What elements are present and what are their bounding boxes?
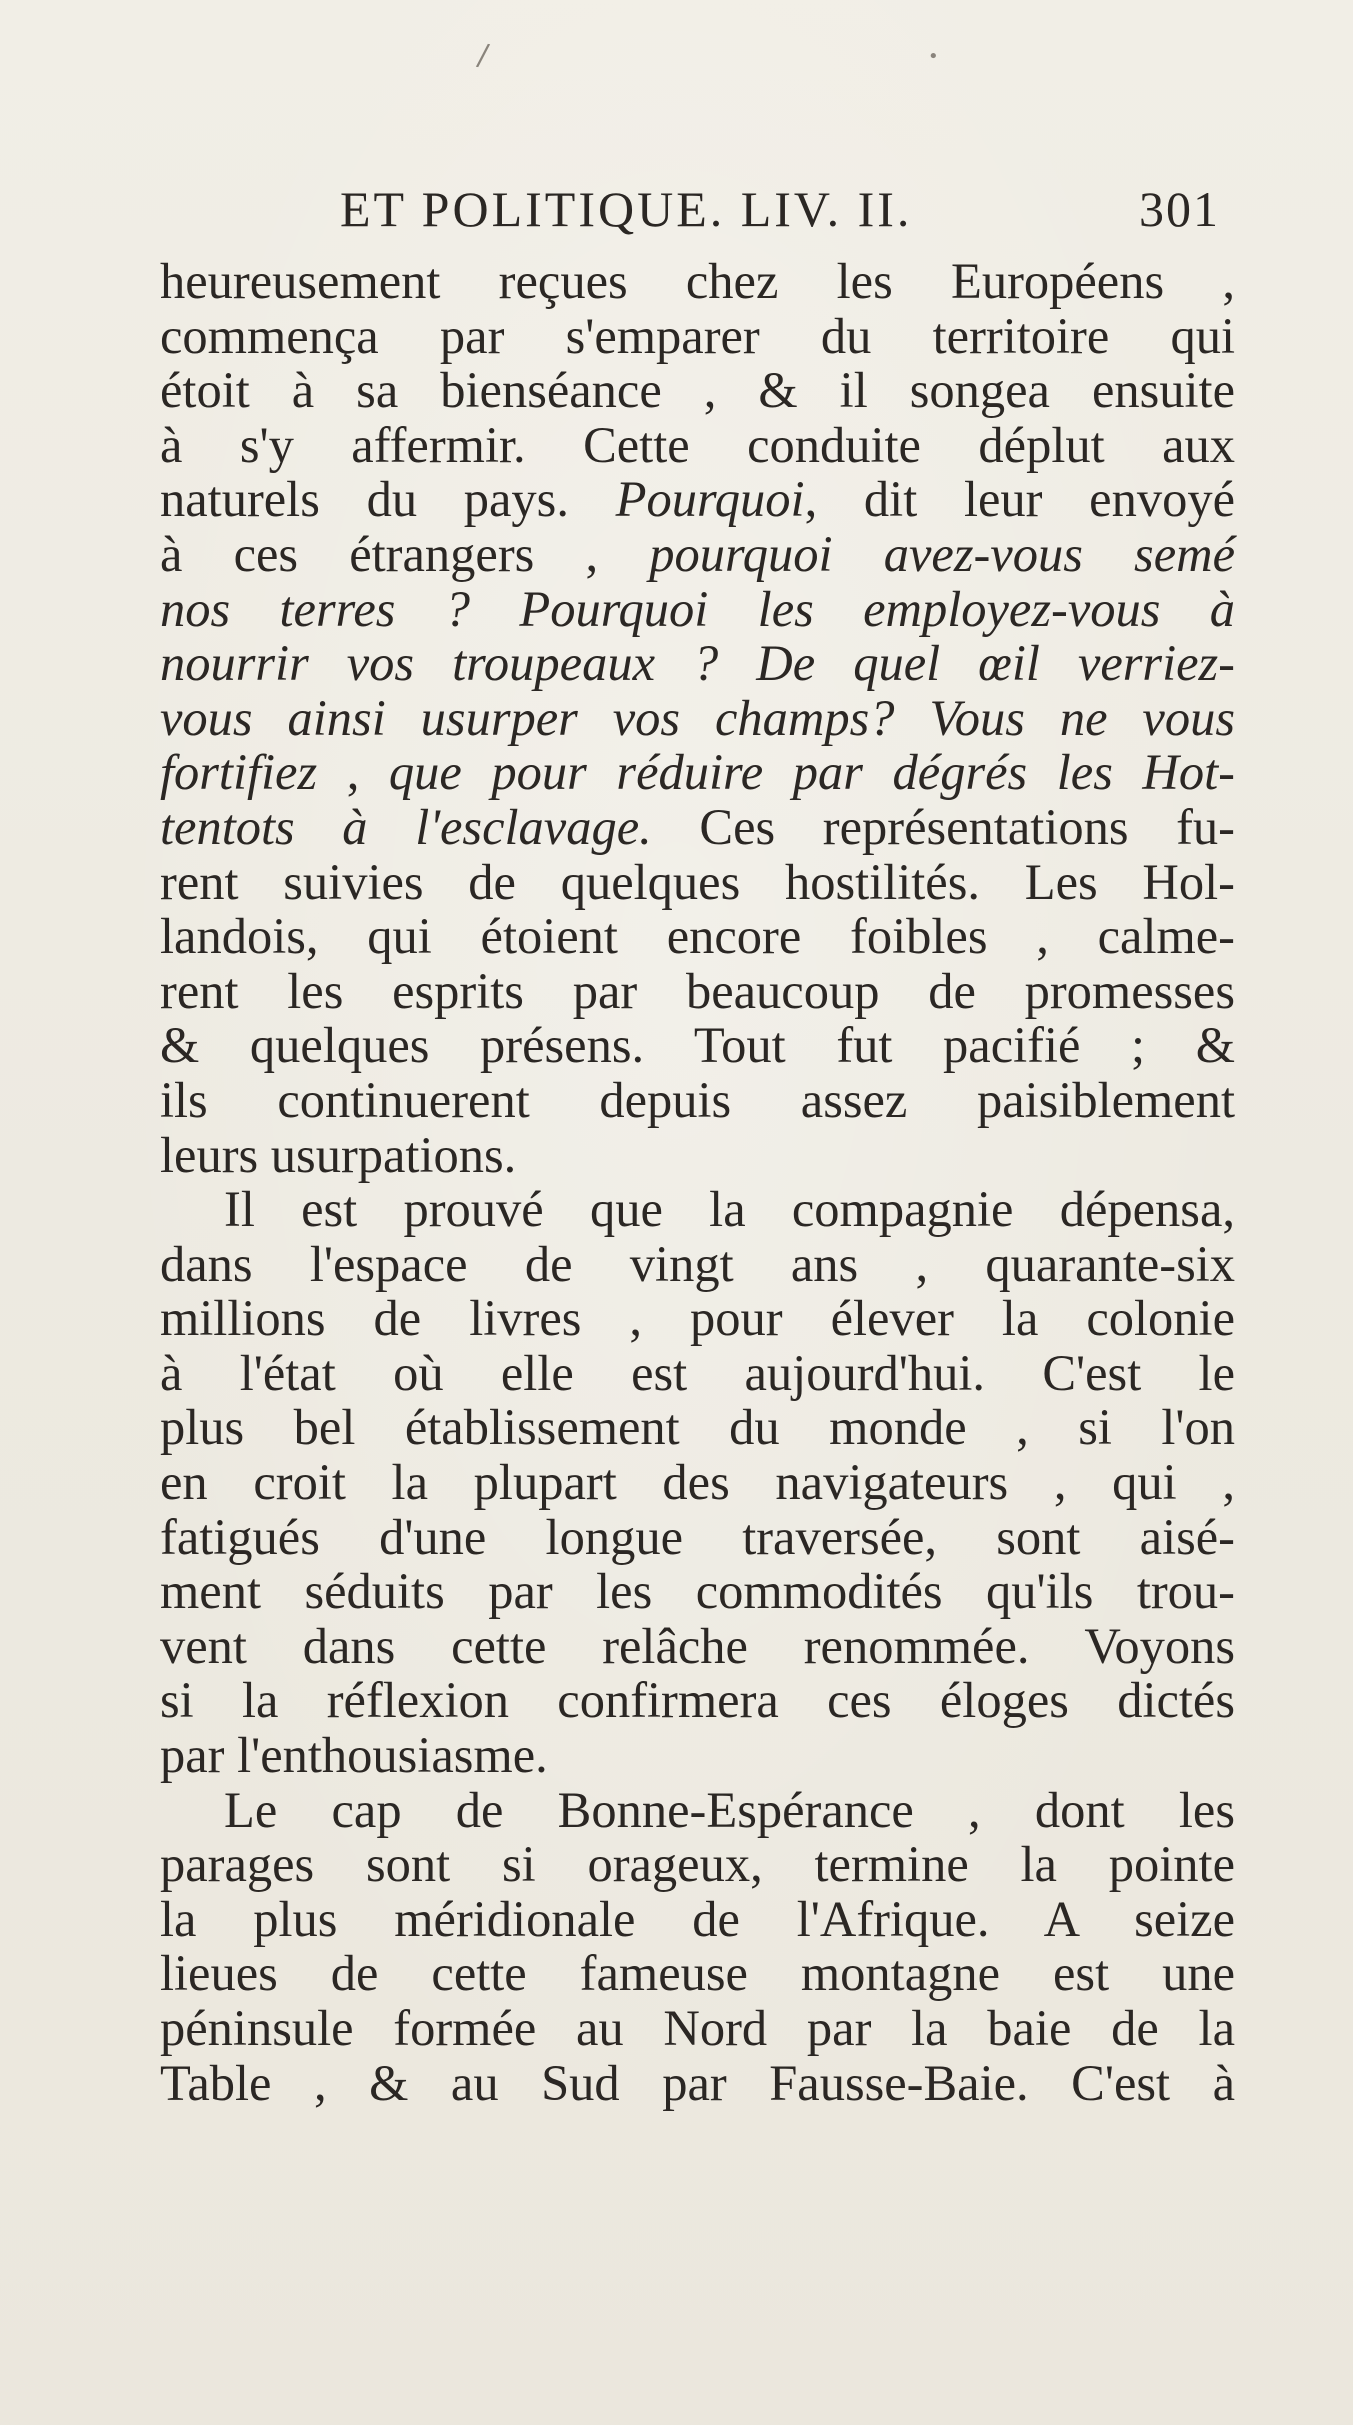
text-line: vous ainsi usurper vos champs? Vous ne vous: [160, 689, 1235, 746]
text-line: péninsule formée au Nord par la baie de la: [160, 2000, 1235, 2056]
text-line: lieues de cette fameuse montagne est une: [160, 1945, 1235, 2002]
page-header: [340, 180, 1220, 250]
page-number: 301: [1139, 181, 1220, 237]
text-line: & quelques présens. Tout fut pacifié ; &: [160, 1017, 1235, 1074]
body-text: [160, 254, 1235, 2110]
text-line: à ces étrangers , pourquoi avez-vous semé: [160, 525, 1235, 582]
text-line: ment séduits par les commodités qu'ils trou-: [160, 1563, 1235, 1620]
text-line: fortifiez , que pour réduire par dégrés les Hot-: [160, 744, 1235, 801]
text-line: rent les esprits par beaucoup de promesses: [160, 962, 1235, 1019]
text-line: dans l'espace de vingt ans , quarante-six: [160, 1235, 1235, 1292]
text-line: à l'état où elle est aujourd'hui. C'est le: [160, 1344, 1235, 1401]
text-line: nos terres ? Pourquoi les employez-vous à: [160, 580, 1235, 637]
text-line: Table , & au Sud par Fausse-Baie. C'est à: [160, 2054, 1235, 2111]
text-line: parages sont si orageux, termine la pointe: [160, 1836, 1235, 1893]
text-line: en croit la plupart des navigateurs , qui ,: [160, 1454, 1235, 1511]
text-line: rent suivies de quelques hostilités. Les Hol-: [160, 853, 1235, 910]
text-line: étoit à sa bienséance , & il songea ensuite: [160, 362, 1235, 419]
text-line: vent dans cette relâche renommée. Voyons: [160, 1617, 1235, 1674]
text-line: naturels du pays. Pourquoi, dit leur envoyé: [160, 471, 1235, 528]
stray-ink-mark: /: [475, 37, 492, 74]
text-line: plus bel établissement du monde , si l'on: [160, 1399, 1235, 1456]
text-line: nourrir vos troupeaux ? De quel œil verriez-: [160, 635, 1235, 692]
text-line: millions de livres , pour élever la colonie: [160, 1290, 1235, 1347]
text-line: si la réflexion confirmera ces éloges dictés: [160, 1672, 1235, 1729]
text-line: ils continuerent depuis assez paisiblement: [160, 1071, 1235, 1128]
text-line: fatigués d'une longue traversée, sont aisé-: [160, 1508, 1235, 1565]
text-line: à s'y affermir. Cette conduite déplut aux: [160, 416, 1235, 473]
text-line: tentots à l'esclavage. Ces représentations fu-: [160, 798, 1235, 855]
text-line: par l'enthousiasme.: [160, 1727, 548, 1784]
text-line: leurs usurpations.: [160, 1126, 517, 1183]
text-line: commença par s'emparer du territoire qui: [160, 307, 1235, 364]
text-line: Le cap de Bonne-Espérance , dont les: [224, 1781, 1235, 1838]
running-head: ET POLITIQUE. LIV. II.: [340, 181, 913, 237]
text-line: Il est prouvé que la compagnie dépensa,: [224, 1181, 1235, 1238]
text-line: la plus méridionale de l'Afrique. A seize: [160, 1890, 1235, 1947]
text-line: landois, qui étoient encore foibles , calme-: [160, 908, 1235, 965]
stray-ink-dot: •: [928, 46, 939, 67]
text-line: heureusement reçues chez les Européens ,: [160, 253, 1235, 309]
